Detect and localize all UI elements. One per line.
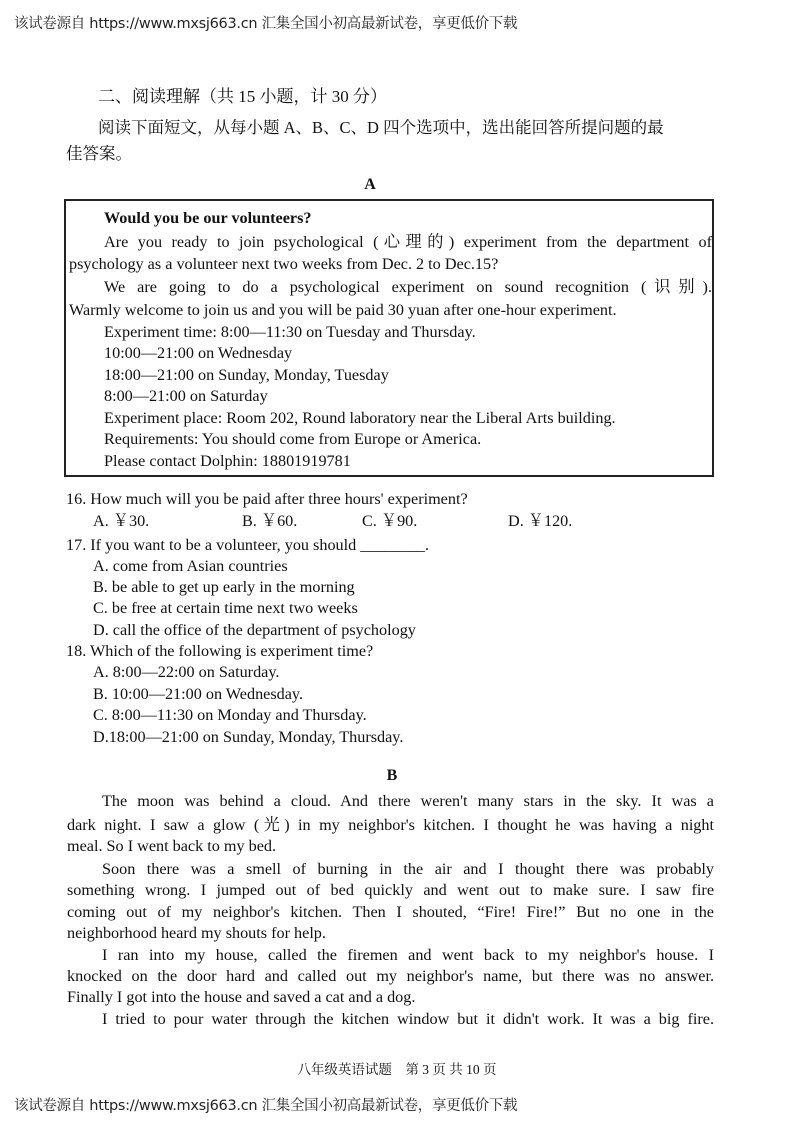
passage-a-line: Please contact Dolphin: 18801919781 bbox=[104, 452, 351, 470]
question-17-stem: 17. If you want to be a volunteer, you should ________. bbox=[66, 536, 430, 554]
passage-b-line: meal. So I went back to my bed. bbox=[67, 837, 277, 855]
passage-a-line: 10:00—21:00 on Wednesday bbox=[104, 344, 293, 362]
passage-b-line: Finally I got into the house and saved a cat and a dog. bbox=[67, 988, 416, 1006]
passage-b-line: I ran into my house, called the firemen and went back to my neighbor's house. I bbox=[102, 946, 714, 964]
passage-a-title: Would you be our volunteers? bbox=[104, 209, 312, 227]
instruction-line-2: 佳答案。 bbox=[66, 144, 132, 163]
watermark-top: 该试卷源自 https://www.mxsj663.cn 汇集全国小初高最新试卷，享更低价下载 bbox=[14, 16, 518, 32]
question-17-option-d: D. call the office of the department of psychology bbox=[93, 621, 416, 639]
passage-b-line: dark night. I saw a glow (光) in my neighbor's kitchen. I thought he was having a night bbox=[67, 816, 714, 834]
passage-b-line: Soon there was a smell of burning in the air and I thought there was probably bbox=[102, 860, 714, 878]
question-18-option-a: A. 8:00—22:00 on Saturday. bbox=[93, 663, 280, 681]
question-17-option-b: B. be able to get up early in the morning bbox=[93, 578, 355, 596]
passage-b-label: B bbox=[386, 767, 398, 784]
question-16-stem: 16. How much will you be paid after three hours' experiment? bbox=[66, 490, 468, 508]
passage-a-line: psychology as a volunteer next two weeks from Dec. 2 to Dec.15? bbox=[69, 255, 499, 273]
question-17-option-c: C. be free at certain time next two weeks bbox=[93, 599, 358, 617]
passage-b-line: knocked on the door hard and called out my neighbor's name, but there was no answer. bbox=[67, 967, 714, 985]
passage-b-line: I tried to pour water through the kitchen window but it didn't work. It was a big fire. bbox=[102, 1010, 714, 1028]
question-18-stem: 18. Which of the following is experiment time? bbox=[66, 642, 374, 660]
page-footer: 八年级英语试题 第 3 页 共 10 页 bbox=[297, 1062, 497, 1077]
watermark-bottom: 该试卷源自 https://www.mxsj663.cn 汇集全国小初高最新试卷，享更低价下载 bbox=[14, 1098, 518, 1114]
question-16-option-a: A. ￥30. bbox=[93, 512, 150, 530]
passage-a-line: Are you ready to join psychological (心理的) experiment from the department of bbox=[104, 233, 712, 251]
passage-b-line: The moon was behind a cloud. And there weren't many stars in the sky. It was a bbox=[102, 792, 714, 810]
passage-a-line: Experiment time: 8:00—11:30 on Tuesday and Thursday. bbox=[104, 323, 476, 341]
question-18-option-d: D.18:00—21:00 on Sunday, Monday, Thursday. bbox=[93, 728, 404, 746]
passage-a-line: 8:00—21:00 on Saturday bbox=[104, 387, 268, 405]
question-16-option-c: C. ￥90. bbox=[362, 512, 418, 530]
question-17-option-a: A. come from Asian countries bbox=[93, 557, 288, 575]
instruction-line-1: 阅读下面短文，从每小题 A、B、C、D 四个选项中，选出能回答所提问题的最 bbox=[98, 118, 664, 137]
question-18-option-b: B. 10:00—21:00 on Wednesday. bbox=[93, 685, 304, 703]
passage-b-line: coming out of my neighbor's kitchen. Then I shouted, “Fire! Fire!” But no one in the bbox=[67, 903, 714, 921]
passage-a-line: We are going to do a psychological experiment on sound recognition (识别). bbox=[104, 278, 712, 296]
section-title: 二、阅读理解（共 15 小题，计 30 分） bbox=[98, 87, 387, 106]
passage-a-line: 18:00—21:00 on Sunday, Monday, Tuesday bbox=[104, 366, 389, 384]
passage-b-line: something wrong. I jumped out of bed quickly and went out to make sure. I saw fire bbox=[67, 881, 714, 899]
question-16-option-d: D. ￥120. bbox=[508, 512, 573, 530]
passage-a-line: Requirements: You should come from Europe or America. bbox=[104, 430, 482, 448]
passage-a-label: A bbox=[364, 176, 376, 193]
question-18-option-c: C. 8:00—11:30 on Monday and Thursday. bbox=[93, 706, 367, 724]
passage-a-line: Warmly welcome to join us and you will be paid 30 yuan after one-hour experiment. bbox=[69, 301, 617, 319]
passage-b-line: neighborhood heard my shouts for help. bbox=[67, 924, 326, 942]
passage-a-line: Experiment place: Room 202, Round laboratory near the Liberal Arts building. bbox=[104, 409, 616, 427]
question-16-option-b: B. ￥60. bbox=[242, 512, 298, 530]
